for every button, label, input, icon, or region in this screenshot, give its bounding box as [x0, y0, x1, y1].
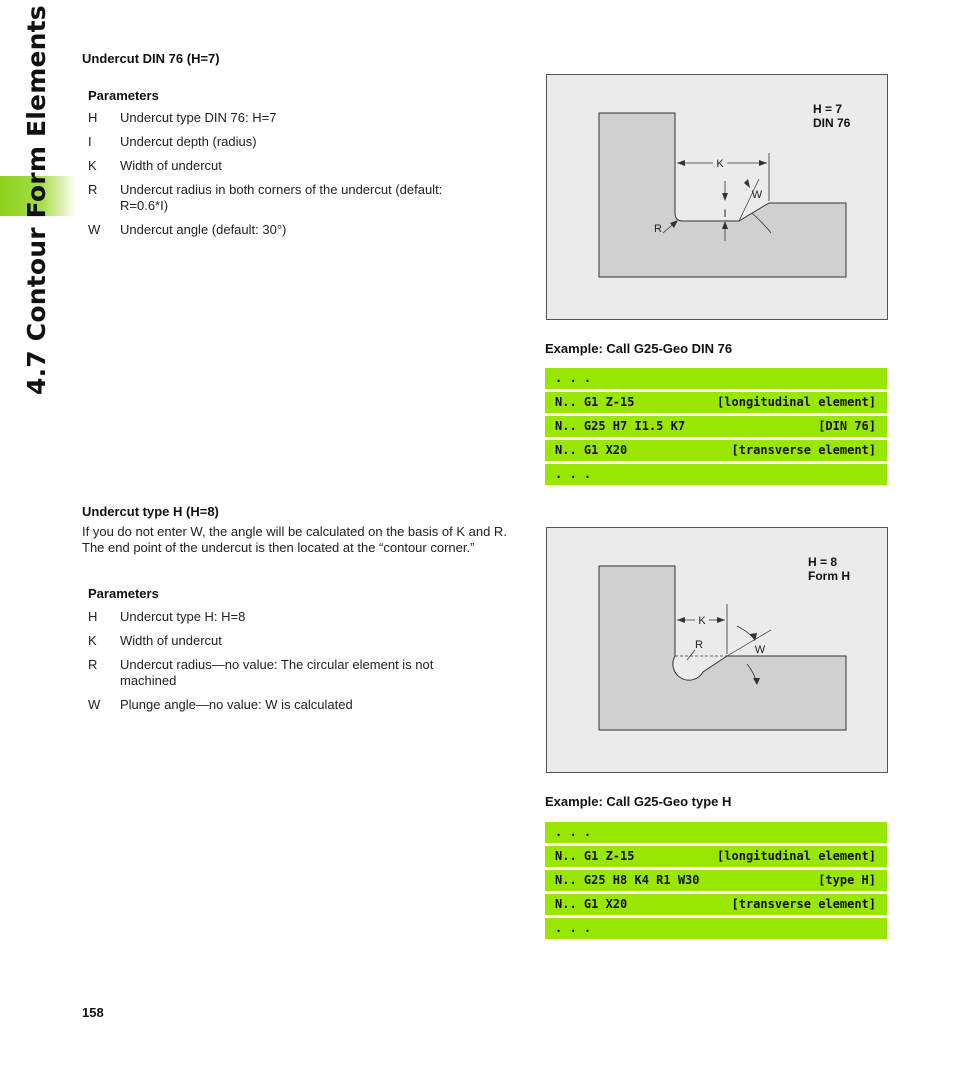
undercut-din76-diagram — [547, 75, 887, 319]
leader-r — [687, 650, 695, 660]
arrowhead — [677, 160, 685, 166]
param-desc: Plunge angle—no value: W is calculated — [120, 697, 353, 712]
code-text: N.. G25 H8 K4 R1 W30 — [555, 873, 700, 887]
param-desc: Undercut type H: H=8 — [120, 609, 246, 624]
angle-arc — [737, 626, 755, 640]
section-title-type-h: Undercut type H (H=8) — [82, 504, 219, 519]
figure-din76 — [546, 74, 888, 320]
example-title: Example: Call G25-Geo DIN 76 — [545, 341, 733, 356]
code-line — [545, 822, 887, 843]
chapter-title: 4.7 Contour Form Elements — [22, 5, 51, 395]
arrowhead — [677, 617, 685, 623]
param-desc: Width of undercut — [120, 633, 222, 648]
param-key: W — [88, 222, 101, 237]
code-comment: [DIN 76] — [818, 419, 876, 433]
code-text: . . . — [555, 467, 592, 481]
param-desc: Undercut angle (default: 30°) — [120, 222, 287, 237]
code-comment: [type H] — [818, 873, 876, 887]
figure-subtitle: DIN 76 — [813, 116, 851, 130]
code-comment: [longitudinal element] — [717, 395, 876, 409]
code-line — [545, 464, 887, 485]
arrowhead — [750, 633, 757, 641]
param-key: R — [88, 182, 98, 197]
arrowhead — [744, 179, 750, 188]
figure-subtitle: Form H — [808, 569, 850, 583]
code-text: N.. G1 X20 — [555, 897, 628, 911]
code-line — [545, 894, 887, 915]
param-key: K — [88, 158, 97, 173]
code-comment: [transverse element] — [731, 897, 876, 911]
param-key: W — [88, 697, 101, 712]
arrowhead — [759, 160, 767, 166]
part-profile — [599, 566, 846, 730]
code-text: N.. G25 H7 I1.5 K7 — [555, 419, 686, 433]
code-block-type-h — [545, 822, 887, 942]
code-comment: [longitudinal element] — [717, 849, 876, 863]
param-desc: Undercut type DIN 76: H=7 — [120, 110, 277, 125]
code-text: N.. G1 X20 — [555, 443, 628, 457]
intro-paragraph: If you do not enter W, the angle will be calculated on the basis of K and R. The end point of the undercut is then located at the “contour corner.” — [82, 524, 507, 555]
code-line — [545, 440, 887, 461]
param-key: H — [88, 609, 98, 624]
parameters-heading: Parameters — [88, 88, 159, 103]
page-number: 158 — [82, 1005, 104, 1020]
undercut-type-h-diagram — [547, 528, 887, 772]
code-text: N.. G1 Z-15 — [555, 849, 635, 863]
code-text: N.. G1 Z-15 — [555, 395, 635, 409]
example-title: Example: Call G25-Geo type H — [545, 794, 732, 809]
code-line — [545, 416, 887, 437]
code-text: . . . — [555, 921, 592, 935]
parameters-heading: Parameters — [88, 586, 159, 601]
section-title-din76: Undercut DIN 76 (H=7) — [82, 51, 220, 66]
label-k: K — [716, 158, 724, 170]
code-line — [545, 368, 887, 389]
code-block-din76 — [545, 368, 887, 488]
param-desc: Undercut depth (radius) — [120, 134, 257, 149]
param-key: I — [88, 134, 92, 149]
code-text: . . . — [555, 371, 592, 385]
param-desc: Undercut radius in both corners of the undercut (default: R=0.6*I) — [120, 182, 443, 213]
code-line — [545, 846, 887, 867]
param-desc: Width of undercut — [120, 158, 222, 173]
label-r: R — [695, 639, 703, 651]
code-line — [545, 870, 887, 891]
label-w: W — [751, 189, 763, 201]
code-line — [545, 918, 887, 939]
code-text: . . . — [555, 825, 592, 839]
param-key: K — [88, 633, 97, 648]
param-key: H — [88, 110, 98, 125]
label-w: W — [754, 644, 766, 656]
label-r: R — [654, 223, 662, 235]
label-k: K — [698, 615, 706, 627]
param-desc: Undercut radius—no value: The circular element is not machined — [120, 657, 434, 688]
param-key: R — [88, 657, 98, 672]
part-profile — [599, 113, 846, 277]
code-comment: [transverse element] — [731, 443, 876, 457]
label-i: I — [723, 208, 727, 220]
figure-type-h — [546, 527, 888, 773]
figure-title: H = 8 — [808, 555, 838, 569]
arrowhead — [717, 617, 725, 623]
arrowhead — [722, 193, 728, 201]
figure-title: H = 7 — [813, 102, 843, 116]
code-line — [545, 392, 887, 413]
